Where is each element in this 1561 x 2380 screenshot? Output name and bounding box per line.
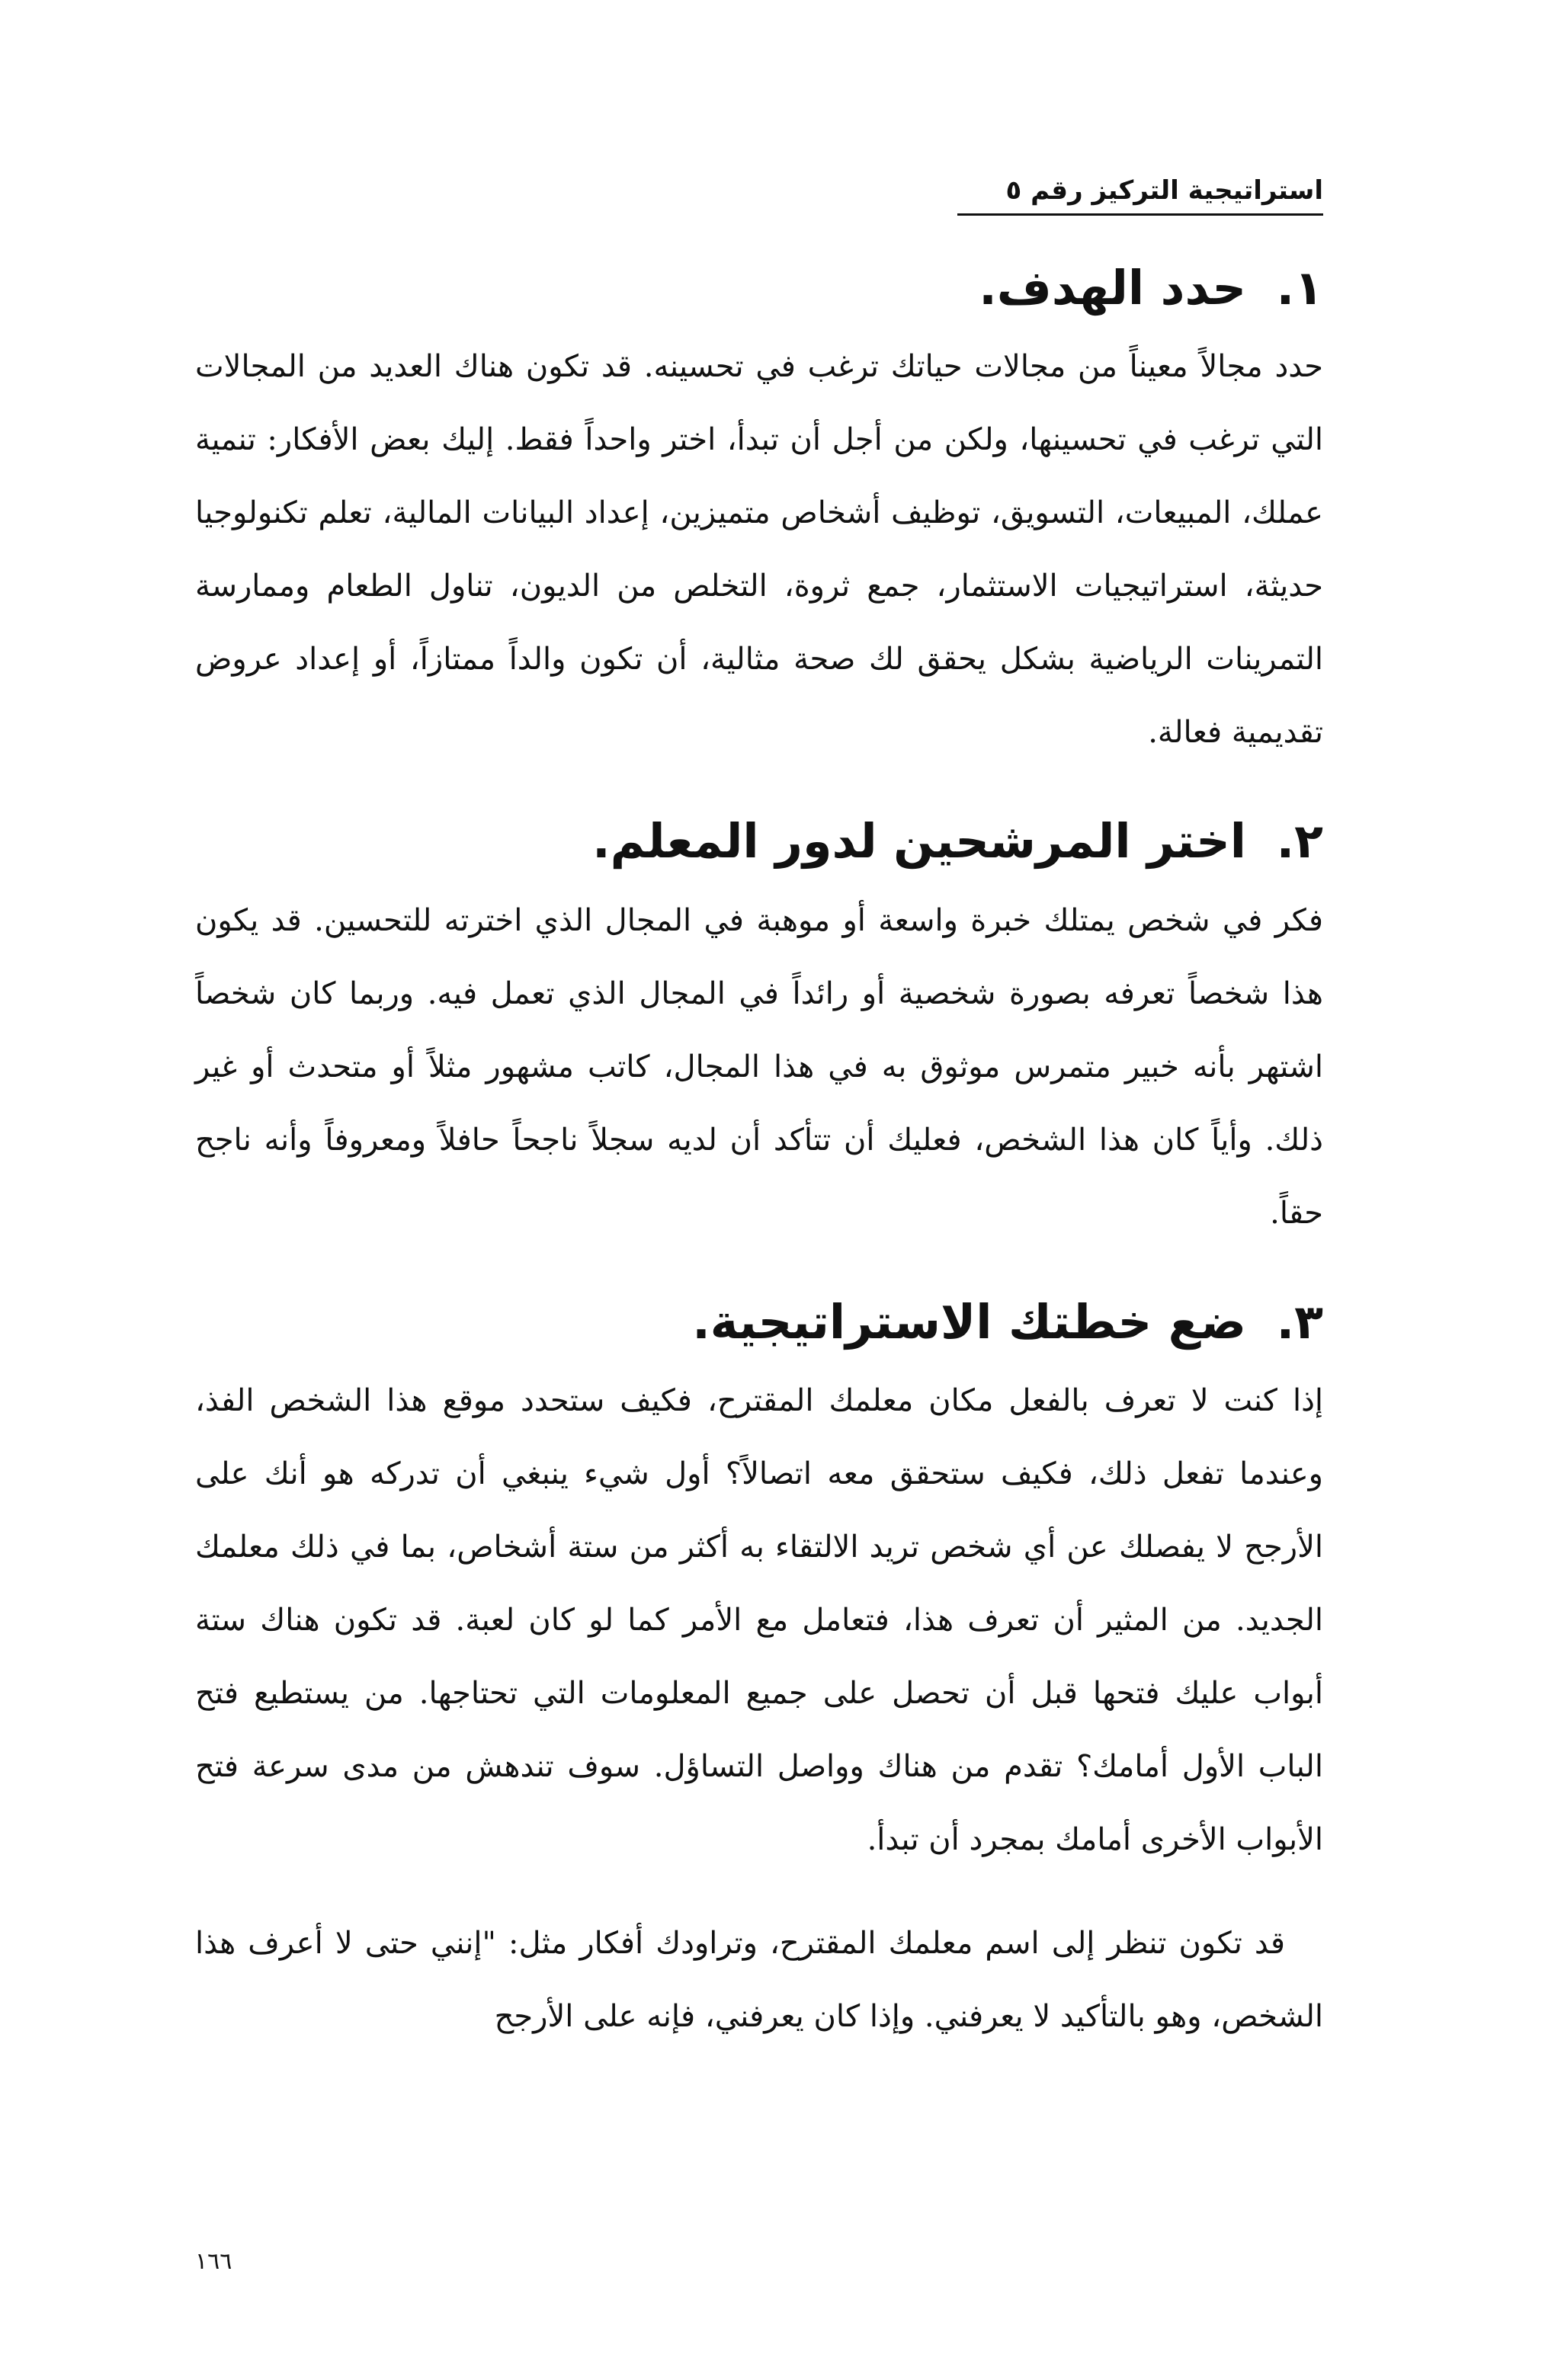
section-1: [195, 260, 1323, 769]
section-number: ١.: [1276, 260, 1323, 316]
section-title: ضع خطتك الاستراتيجية.: [692, 1293, 1246, 1350]
section-3: [195, 1294, 1323, 2053]
section-number: ٣.: [1276, 1293, 1323, 1350]
paragraph: فكر في شخص يمتلك خبرة واسعة أو موهبة في المجال الذي اخترته للتحسين. قد يكون هذا شخصاً تعرفه بصورة شخصية أو رائداً في المجال الذي تعمل فيه. وربما كان شخصاً اشتهر بأنه خبير متمرس موثوق به في هذا المجال، كاتب مشهور مثلاً أو متحدث أو غير ذلك. وأياً كان هذا الشخص، فعليك أن تتأكد أن لديه سجلاً ناجحاً حافلاً ومعروفاً وأنه ناجح حقاً.: [195, 902, 1323, 1231]
section-2: [195, 813, 1323, 1249]
section-heading: [195, 260, 1323, 316]
section-number: ٢.: [1276, 813, 1323, 870]
paragraph: إذا كنت لا تعرف بالفعل مكان معلمك المقترح، فكيف ستحدد موقع هذا الشخص الفذ، وعندما تفعل ذلك، فكيف ستحقق معه اتصالاً؟ أول شيء ينبغي أن تدركه هو أنك على الأرجح لا يفصلك عن أي شخص تريد الالتقاء به أكثر من ستة أشخاص، بما في ذلك معلمك الجديد. من المثير أن تعرف هذا، فتعامل مع الأمر كما لو كان لعبة. قد تكون هناك ستة أبواب عليك فتحها قبل أن تحصل على جميع المعلومات التي تحتاجها. من يستطيع فتح الباب الأول أمامك؟ تقدم من هناك وواصل التساؤل. سوف تندهش من مدى سرعة فتح الأبواب الأخرى أمامك بمجرد أن تبدأ.: [195, 1383, 1323, 1858]
paragraph: حدد مجالاً معيناً من مجالات حياتك ترغب في تحسينه. قد تكون هناك العديد من المجالات التي ترغب في تحسينها، ولكن من أجل أن تبدأ، اختر واحداً فقط. إليك بعض الأفكار: تنمية عملك، المبيعات، التسويق، توظيف أشخاص متميزين، إعداد البيانات المالية، تعلم تكنولوجيا حديثة، استراتيجيات الاستثمار، جمع ثروة، التخلص من الديون، تناول الطعام وممارسة التمرينات الرياضية بشكل يحقق لك صحة مثالية، أن تكون والداً ممتازاً، أو إعداد عروض تقديمية فعالة.: [195, 349, 1323, 751]
section-heading: [195, 813, 1323, 870]
page-number: ١٦٦: [195, 2248, 232, 2275]
section-heading: [195, 1294, 1323, 1350]
section-title: اختر المرشحين لدور المعلم.: [592, 813, 1246, 870]
paragraph: قد تكون تنظر إلى اسم معلمك المقترح، وتراودك أفكار مثل: "إنني حتى لا أعرف هذا الشخص، وهو بالتأكيد لا يعرفني. وإذا كان يعرفني، فإنه على الأرجح: [195, 1926, 1323, 2035]
section-title: حدد الهدف.: [979, 260, 1246, 316]
running-header: استراتيجية التركيز رقم ٥: [957, 175, 1323, 216]
page-body: [195, 175, 1323, 2053]
